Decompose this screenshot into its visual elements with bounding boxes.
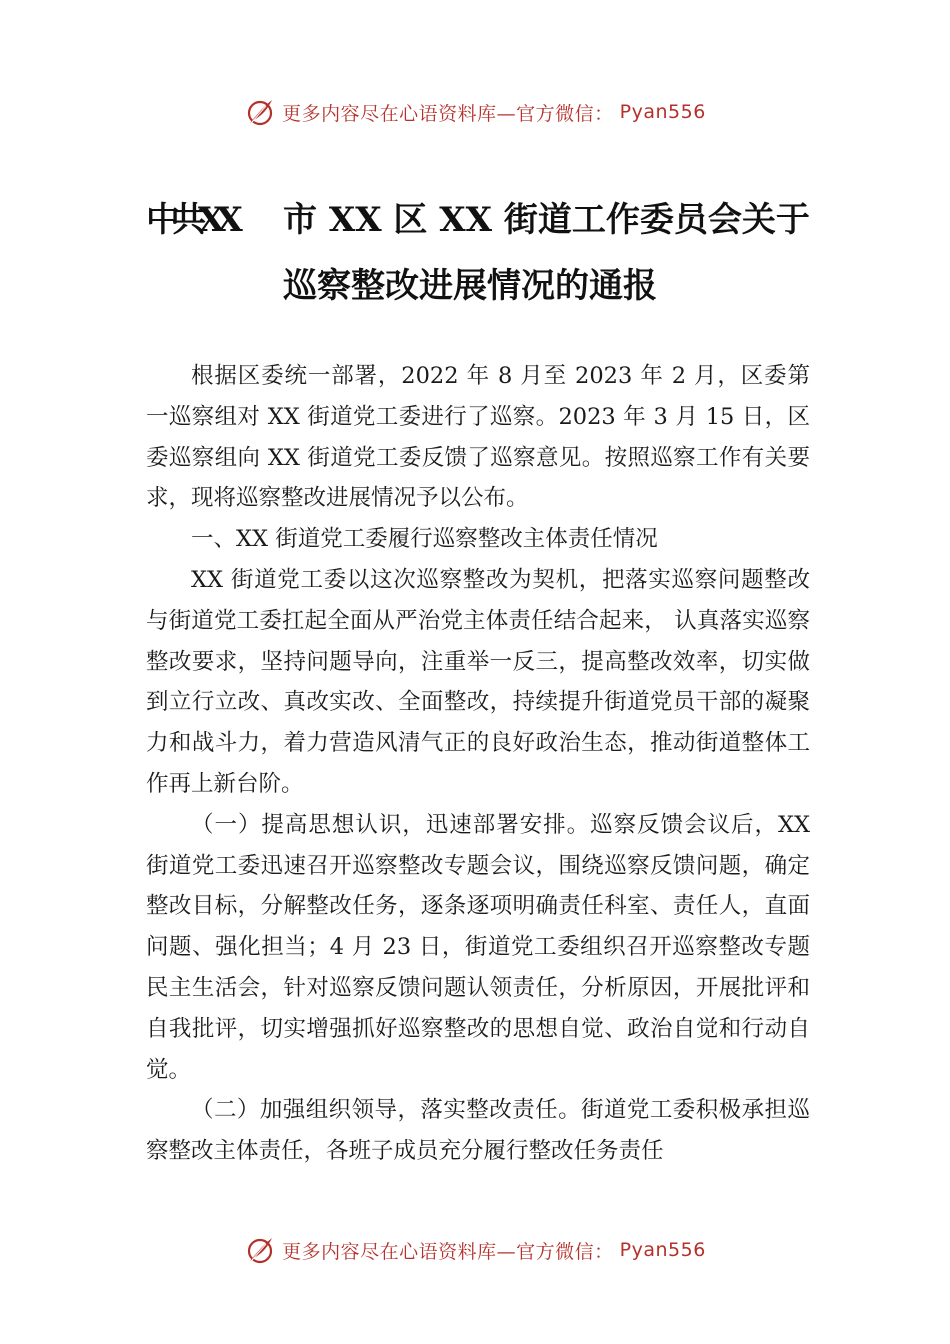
section-heading-1: 一、XX 街道党工委履行巡察整改主体责任情况 — [191, 526, 658, 553]
title-line-2: 巡察整改进展情况的通报 — [283, 266, 657, 306]
document-body — [146, 356, 810, 1172]
paragraph-item-1: （一）提高思想认识，迅速部署安排。巡察反馈会议后，XX 街道党工委迅速召开巡察整改专题会议，围绕巡察反馈问题，确定整改目标，分解整改任务，逐条逐项明确责任科室、责任人，直面问题、强化担当；4 月 23 日，街道党工委组织召开巡察整改专题民主生活会，针对巡察反馈问题认领责任，分析原因，开展批评和自我批评，切实增强抓好巡察整改的思想自觉、政治自觉和行动自觉。 — [146, 811, 810, 1083]
feather-quill-icon — [244, 1234, 276, 1266]
paragraph-item-2: （二）加强组织领导，落实整改责任。街道党工委积极承担巡察整改主体责任，各班子成员充分履行整改任务责任 — [146, 1097, 810, 1165]
footer-watermark — [0, 1234, 950, 1266]
watermark-text: 更多内容尽在心语资料库—官方微信： — [282, 102, 614, 125]
watermark-text: 更多内容尽在心语资料库—官方微信： — [282, 1240, 614, 1263]
title-prefix: 中共XX — [146, 200, 235, 240]
title-line-1: 市 XX 区 XX 街道工作委员会关于 — [283, 200, 810, 240]
header-watermark — [0, 96, 950, 128]
watermark-wechat-id: Pyan556 — [619, 1239, 706, 1261]
watermark-wechat-id: Pyan556 — [619, 101, 706, 123]
paragraph-intro: 根据区委统一部署，2022 年 8 月至 2023 年 2 月，区委第一巡察组对 XX 街道党工委进行了巡察。2023 年 3 月 15 日，区委巡察组向 XX 街道党工委反馈了巡察意见。按照巡察工作有关要求，现将巡察整改进展情况予以公布。 — [146, 363, 810, 512]
paragraph-overview: XX 街道党工委以这次巡察整改为契机，把落实巡察问题整改与街道党工委扛起全面从严治党主体责任结合起来， 认真落实巡察整改要求，坚持问题导向，注重举一反三，提高整改效率，切实做到立行立改、真改实改、全面整改，持续提升街道党员干部的凝聚力和战斗力，着力营造风清气正的良好政治生态，推动街道整体工作再上新台阶。 — [146, 566, 810, 797]
feather-quill-icon — [244, 96, 276, 128]
